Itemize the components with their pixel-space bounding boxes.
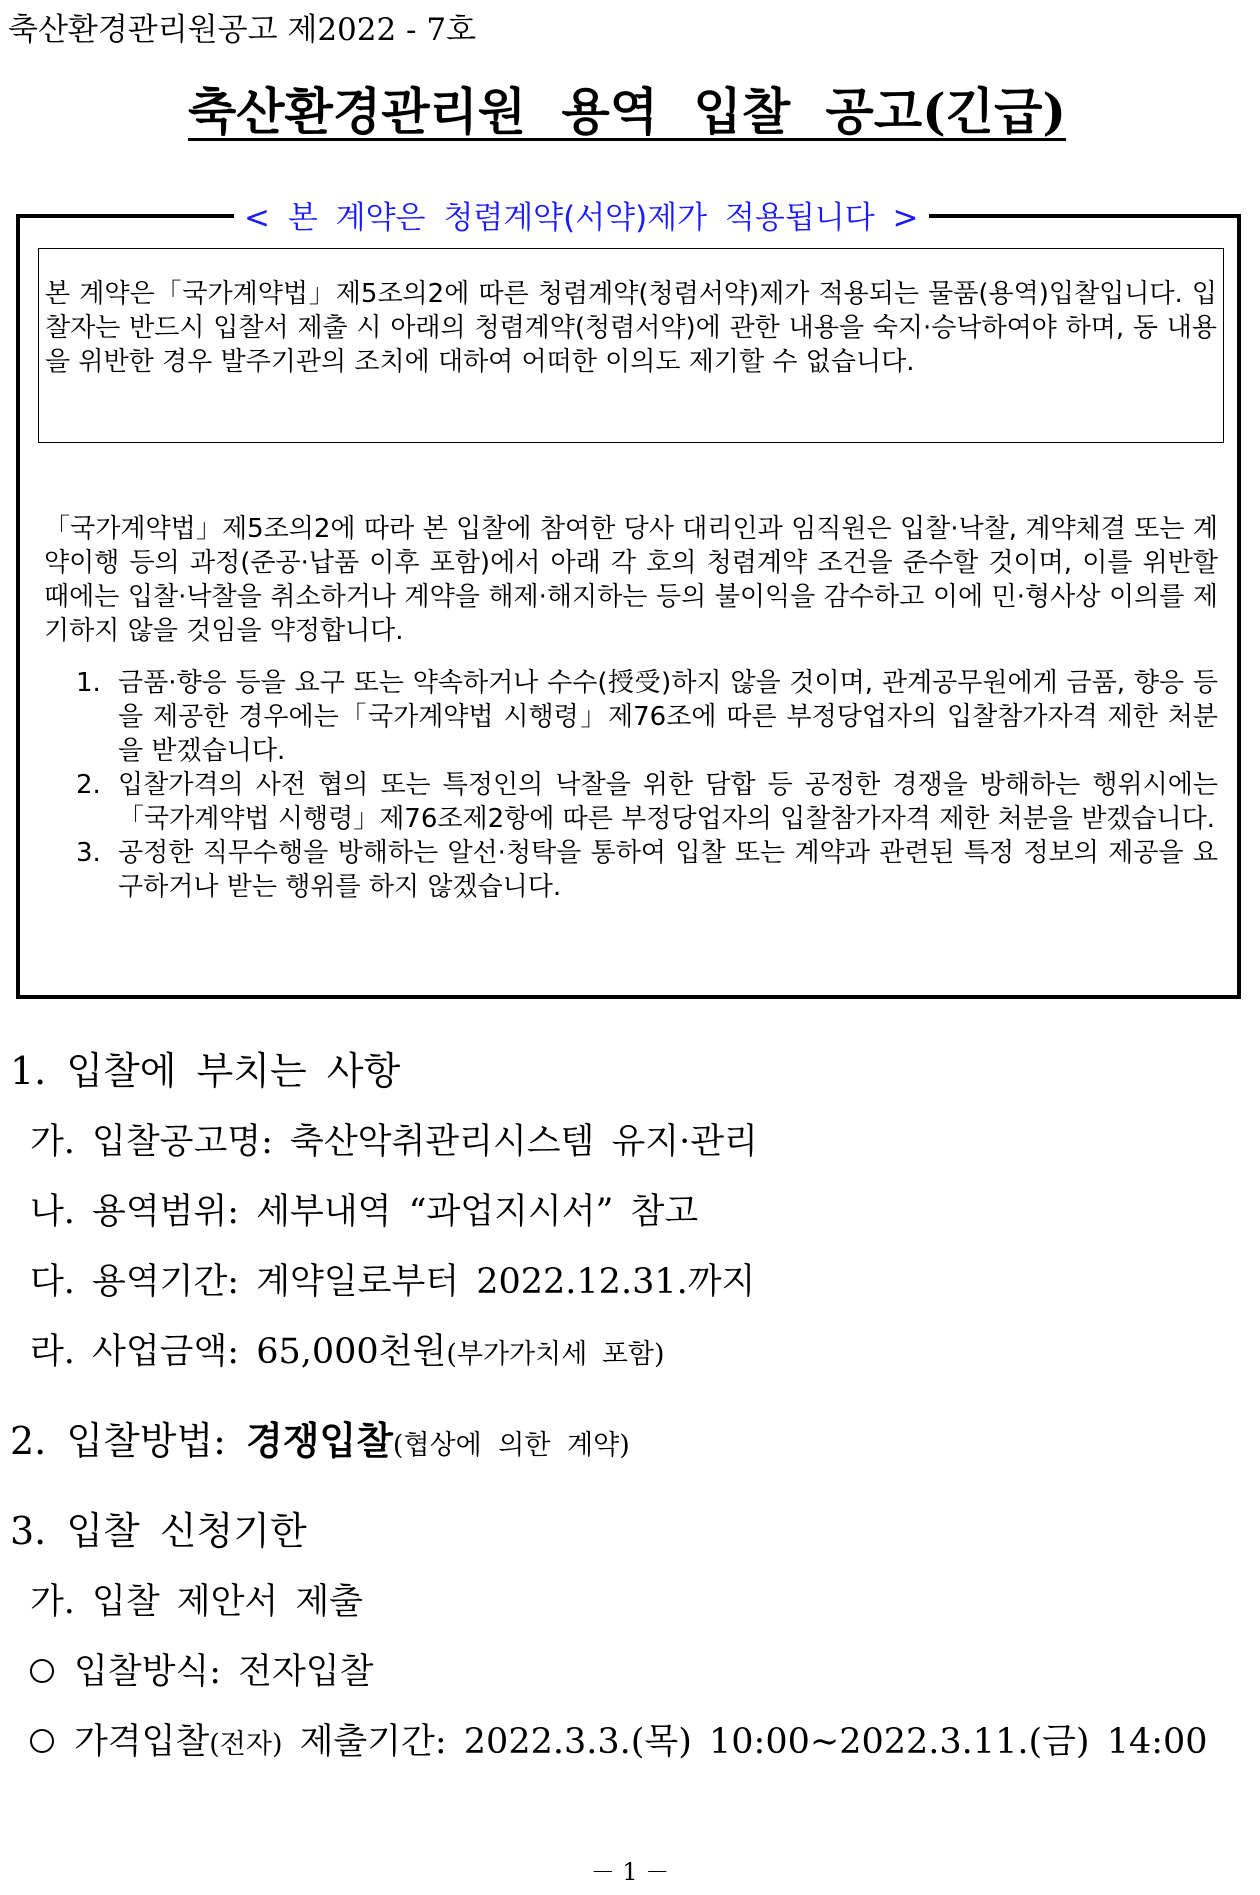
line-label: 가. 입찰공고명: [30, 1122, 273, 1162]
pledge-intro-text: 「국가계약법」제5조의2에 따라 본 입찰에 참여한 당사 대리인과 임직원은 입찰·낙찰, 계약체결 또는 계약이행 등의 과정(준공·납품 이후 포함)에서 아래 각 호의 청렴계약 조건을 준수할 것이며, 이를 위반할 때에는 입찰·낙찰을 취소하거나 계약을 해제·해지하는 등의 불이익을 감수하고 이에 민·형사상 이의를 제기하지 않을 것임을 약정합니다. [44, 514, 1218, 646]
pledge-item-text: 입찰가격의 사전 협의 또는 특정인의 낙찰을 위한 담합 등 공정한 경쟁을 방해하는 행위시에는「국가계약법 시행령」제76조제2항에 따른 부정당업자의 입찰참가자격 제한 처분을 받겠습니다. [118, 770, 1218, 834]
pledge-item [76, 768, 1218, 836]
line-value: 65,000천원 [256, 1332, 447, 1372]
page-number: － 1 － [590, 1858, 670, 1886]
integrity-notice-box [38, 248, 1224, 443]
page-title: 축산환경관리원 용역 입찰 공고(긴급) [188, 82, 1067, 141]
integrity-notice-text: 본 계약은「국가계약법」제5조의2에 따른 청렴계약(청렴서약)제가 적용되는 물품(용역)입찰입니다. 입찰자는 반드시 입찰서 제출 시 아래의 청렴계약(청렴서약)에 관한 내용을 숙지·승낙하여야 하며, 동 내용을 위반한 경우 발주기관의 조치에 대하여 어떠한 이의도 제기할 수 없습니다. [45, 279, 1217, 377]
line-value: 축산악취관리시스템 유지·관리 [290, 1122, 758, 1162]
section3-bullet-method [30, 1644, 373, 1694]
circle-bullet-icon [30, 1729, 54, 1753]
section2-value: 경쟁입찰 [246, 1418, 393, 1463]
line-label: 라. 사업금액: [30, 1332, 240, 1372]
pledge-item-number: 3. [76, 838, 101, 868]
pledge-item [76, 836, 1218, 904]
section3-bullet-period [30, 1714, 1208, 1764]
pledge-item [76, 666, 1218, 768]
section1-heading: 1. 입찰에 부치는 사항 [10, 1049, 401, 1093]
line-note: (부가가치세 포함) [446, 1339, 665, 1370]
line-label: 다. 용역기간: [30, 1262, 240, 1302]
pledge-item-number: 1. [76, 668, 101, 698]
bullet-text: 입찰방식: 전자입찰 [74, 1652, 374, 1692]
integrity-box-title: < 본 계약은 청렴계약(서약)제가 적용됩니다 > [234, 192, 929, 237]
line-value: 계약일로부터 2022.12.31.까지 [256, 1262, 756, 1302]
section2-heading [10, 1410, 630, 1465]
circle-bullet-icon [30, 1659, 54, 1683]
bullet-value: 제출기간: 2022.3.3.(목) 10:00∼2022.3.11.(금) 14:00 [299, 1722, 1208, 1762]
section2-note: (협상에 의한 계약) [392, 1430, 630, 1461]
section1-line-period [30, 1254, 755, 1304]
section2-label: 2. 입찰방법: [10, 1419, 226, 1463]
pledge-list [76, 666, 1218, 904]
section1-line-title [30, 1114, 758, 1164]
section3-heading: 3. 입찰 신청기한 [10, 1509, 307, 1553]
section1-line-amount [30, 1324, 665, 1374]
pledge-item-text: 공정한 직무수행을 방해하는 알선·청탁을 통하여 입찰 또는 계약과 관련된 특정 정보의 제공을 요구하거나 받는 행위를 하지 않겠습니다. [118, 838, 1218, 902]
line-value: 세부내역 “과업지시서” 참고 [256, 1192, 699, 1232]
pledge-item-number: 2. [76, 770, 101, 800]
section1-line-scope [30, 1184, 698, 1234]
section3-sub: 가. 입찰 제안서 제출 [30, 1582, 363, 1622]
bullet-note: (전자) [209, 1729, 283, 1760]
pledge-item-text: 금품·향응 등을 요구 또는 약속하거나 수수(授受)하지 않을 것이며, 관계공무원에게 금품, 향응 등을 제공한 경우에는「국가계약법 시행령」제76조에 따른 부정당업자의 입찰참가자격 제한 처분을 받겠습니다. [118, 668, 1218, 766]
bullet-label: 가격입찰 [74, 1722, 210, 1762]
document-number: 축산환경관리원공고 제2022 - 7호 [8, 12, 477, 48]
line-label: 나. 용역범위: [30, 1192, 240, 1232]
